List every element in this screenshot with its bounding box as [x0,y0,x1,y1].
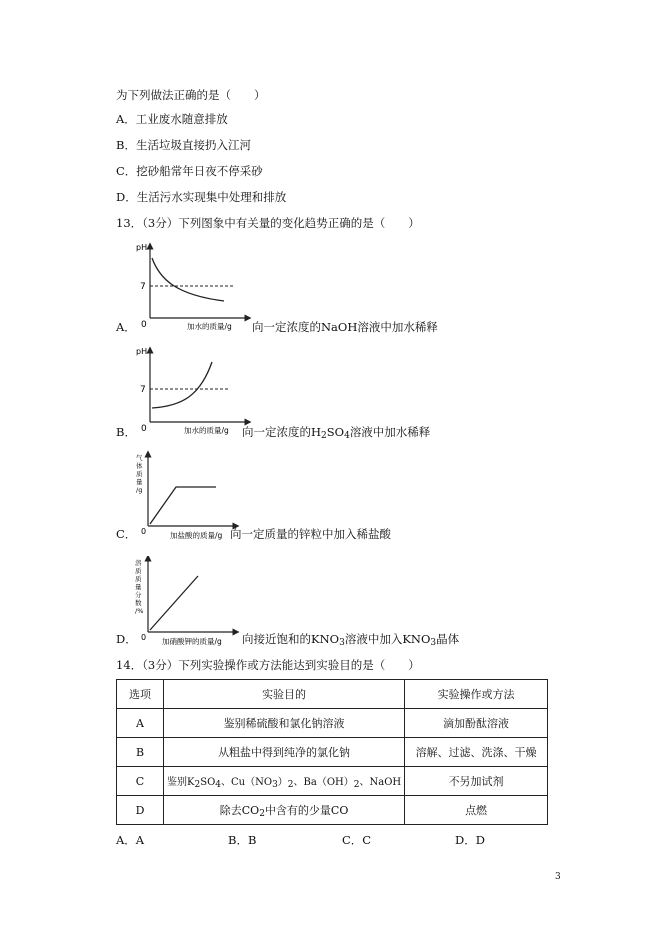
graph-c [132,450,242,542]
text-part: 中含有的少量CO [264,803,349,817]
y-axis-label [135,558,143,615]
subscript: 4 [215,779,222,790]
q13-option-a [116,320,136,334]
y-axis-label-char: /% [135,607,144,615]
y-axis-label-char: 体 [136,462,143,470]
q12-option-c: C．挖砂船常年日夜不停采砂 [116,164,263,178]
graph-b [132,344,252,436]
y-axis-label-char: 气 [136,454,143,462]
y-axis-label-char: 量 [135,583,142,591]
origin-label: 0 [141,320,147,330]
subscript: 2 [259,808,265,819]
desc-part: 向一定浓度的H [242,425,322,439]
q12-option-d: D．生活污水实现集中处理和排放 [116,190,287,204]
table-row [117,796,548,825]
subscript: 3 [430,638,437,648]
origin-label: 0 [141,633,147,642]
q13-option-c-desc: 向一定质量的锌粒中加入稀盐酸 [230,527,391,541]
q14-answer-b: B．B [228,833,257,847]
table-row [117,767,548,796]
q13-option-d [116,632,137,646]
y-axis-label: pH [136,347,148,356]
origin-label: 0 [141,424,147,434]
curve [150,576,198,630]
graph-d [132,556,242,648]
origin-label: 0 [141,527,147,536]
y-axis-label-char: /g [136,486,143,494]
subscript: 2 [194,779,201,790]
table-cell: 点燃 [405,796,548,825]
subscript: 4 [344,431,350,441]
q12-option-b: B．生活垃圾直接扔入江河 [116,138,251,152]
subscript: 2 [353,779,360,790]
q12-option-a: A．工业废水随意排放 [116,112,228,126]
q13-option-a-desc: 向一定浓度的NaOH溶液中加水稀释 [252,320,438,334]
header-cell: 选项 [117,680,164,709]
option-letter: B． [116,425,136,439]
text-part: 、Ba（OH） [293,776,354,788]
y-axis-label-char: 质 [135,567,142,575]
q14-answer-d: D．D [455,833,485,847]
table-cell: A [117,709,164,738]
text-part: 、Cu（NO [221,776,273,788]
table-cell [164,796,405,825]
ref-tick-label: 7 [140,282,146,292]
text-part: 、NaOH [359,776,402,788]
y-axis-label-char: 质 [135,575,142,583]
y-axis-label-char: 溶 [135,559,142,567]
text-part: SO [200,776,216,788]
subscript: 2 [321,431,327,441]
text-part: 除去CO [219,803,260,817]
table-header-row [117,680,548,709]
x-axis-label: 加盐酸的质量/g [170,531,223,540]
option-letter: A． [116,320,136,334]
y-axis-label-char: 数 [135,599,142,607]
option-letter: D． [116,632,137,646]
table-cell: 鉴别稀硫酸和氯化钠溶液 [164,709,405,738]
text-part: 鉴别K [167,776,195,788]
desc-part: 晶体 [436,632,460,646]
table-row [117,709,548,738]
q13-option-b [116,425,136,439]
header-cell: 实验操作或方法 [405,680,548,709]
curve [152,258,224,301]
y-axis-label [136,453,143,494]
experiment-table [116,679,548,825]
curve [150,487,216,524]
option-letter: C． [116,527,137,541]
y-axis-label-char: 质 [136,470,143,478]
table-cell: 从粗盐中得到纯净的氯化钠 [164,738,405,767]
q14-answer-a: A．A [116,833,145,847]
y-axis-label-char: 分 [135,591,142,599]
x-axis-label: 加水的质量/g [187,322,232,331]
subscript: 3 [339,638,345,648]
q13-stem: 13．（3分）下列图象中有关量的变化趋势正确的是（ ） [116,216,420,230]
table-cell: 不另加试剂 [405,767,548,796]
x-axis-label: 加水的质量/g [184,426,229,435]
x-axis-label: 加硝酸钾的质量/g [162,637,222,646]
subscript: 3 [272,779,278,790]
header-cell: 实验目的 [164,680,405,709]
graph-a [132,240,252,332]
table-cell: C [117,767,164,796]
desc-part: 向接近饱和的KNO [242,632,340,646]
table-row [117,738,548,767]
table-cell: 溶解、过滤、洗涤、干燥 [405,738,548,767]
y-axis-label: pH [136,243,148,252]
q12-stem-tail: 为下列做法正确的是（ ） [116,88,266,102]
q13-option-d-desc [242,632,459,650]
table-cell: D [117,796,164,825]
q14-stem: 14．（3分）下列实验操作或方法能达到实验目的是（ ） [116,658,420,672]
desc-part: SO [326,425,345,439]
table-cell: B [117,738,164,767]
table-cell [164,767,405,796]
table-cell: 滴加酚酞溶液 [405,709,548,738]
y-axis-label-char: 量 [136,478,143,486]
page-number: 3 [555,872,561,882]
desc-part: 溶液中加水稀释 [349,425,431,439]
subscript: 2 [287,779,294,790]
text-part: ） [277,776,288,788]
q13-option-c [116,527,136,541]
ref-tick-label: 7 [140,385,146,395]
desc-part: 溶液中加入KNO [344,632,431,646]
q13-option-b-desc [242,425,430,443]
curve [152,362,212,408]
q14-answer-c: C．C [342,833,372,847]
